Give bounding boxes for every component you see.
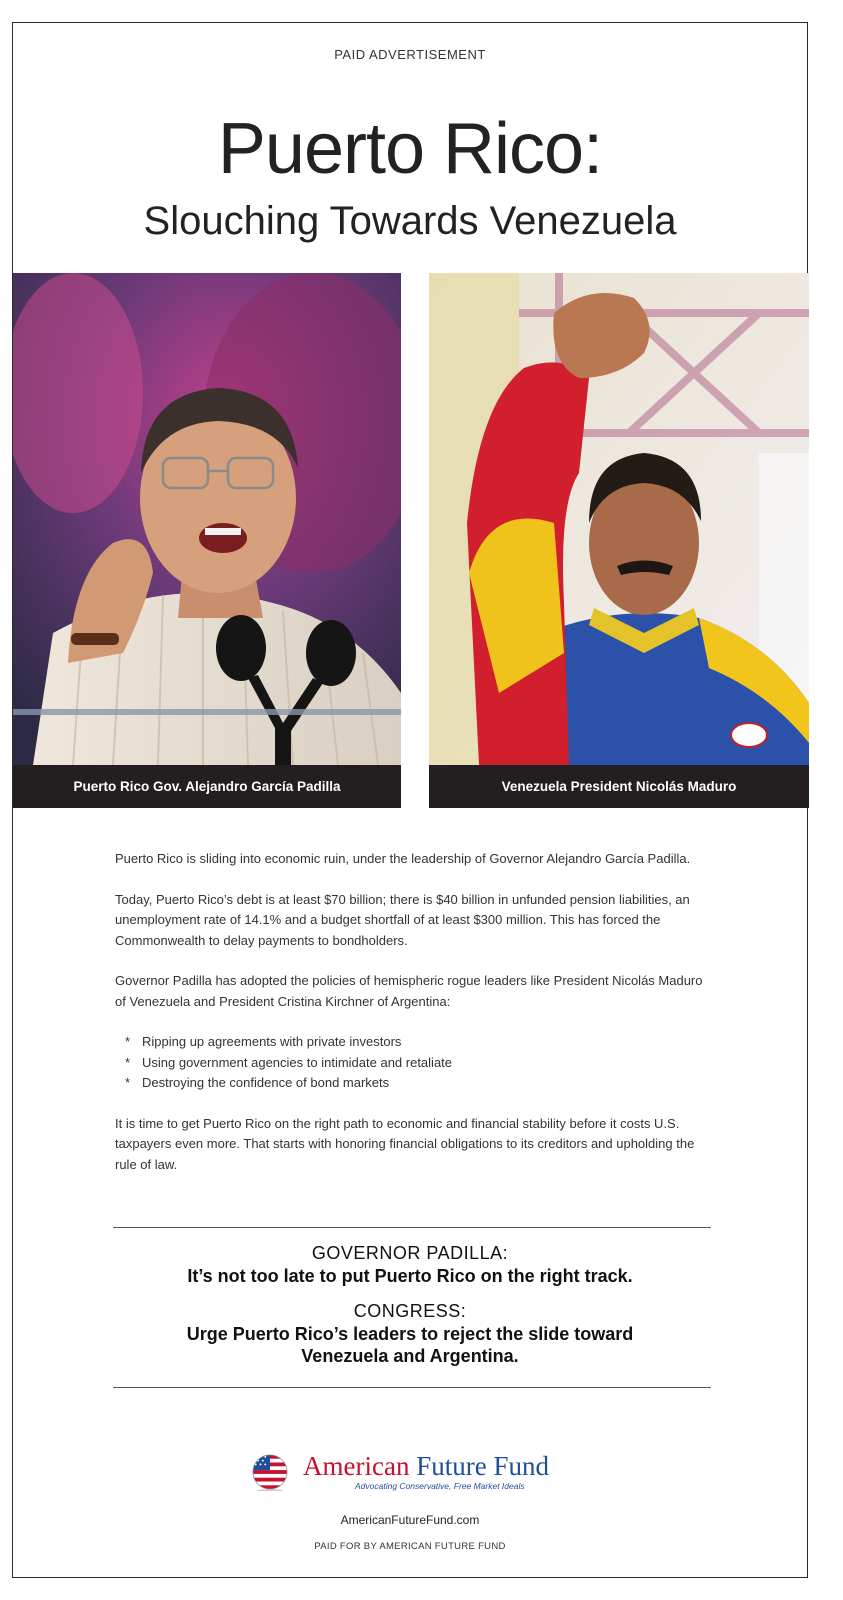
logo-name-red: American — [303, 1451, 410, 1481]
paid-for-by-disclaimer: PAID FOR BY AMERICAN FUTURE FUND — [314, 1541, 506, 1552]
headline-subtitle: Slouching Towards Venezuela — [143, 199, 677, 243]
cta-governor-heading: GOVERNOR PADILLA: — [311, 1243, 509, 1263]
cta-congress-message-line1: Urge Puerto Rico’s leaders to reject the slide toward — [186, 1324, 634, 1344]
headline-title: Puerto Rico: — [217, 109, 603, 189]
body-paragraph: Governor Padilla has adopted the policies of hemispheric rogue leaders like President Nicolás Maduro of Venezuela and President Cristina Kirchner of Argentina: — [115, 973, 703, 1009]
bullet-item: * Destroying the confidence of bond markets — [125, 1073, 715, 1094]
american-future-fund-logo — [251, 1451, 571, 1499]
website-url: AmericanFutureFund.com — [340, 1513, 480, 1527]
policy-bullet-list — [115, 1032, 715, 1094]
cta-governor-message: It’s not too late to put Puerto Rico on the right track. — [187, 1266, 633, 1286]
bullet-item: * Ripping up agreements with private investors — [125, 1032, 715, 1053]
body-copy — [115, 849, 715, 1195]
photo-governor-padilla — [13, 273, 401, 765]
body-paragraph: It is time to get Puerto Rico on the right path to economic and financial stability before it costs U.S. taxpayers even more. That starts with honoring financial obligations to its creditors and upholding the rule of law. — [115, 1115, 695, 1172]
bullet-item: * Using government agencies to intimidate and retaliate — [125, 1053, 715, 1074]
body-paragraph: Puerto Rico is sliding into economic ruin, under the leadership of Governor Alejandro García Padilla. — [115, 851, 691, 866]
logo-name-blue: Future Fund — [416, 1451, 549, 1481]
photo-president-maduro — [429, 273, 809, 765]
body-paragraph: Today, Puerto Rico’s debt is at least $70 billion; there is $40 billion in unfunded pension liabilities, an unemployment rate of 14.1% and a budget shortfall of at least $300 million. This has forced the Commonwealth to delay payments to bondholders. — [115, 891, 690, 948]
american-flag-globe-icon — [251, 1453, 289, 1491]
advertisement-page — [12, 22, 808, 1578]
cta-congress-message-line2: Venezuela and Argentina. — [301, 1346, 519, 1366]
cta-congress-heading: CONGRESS: — [353, 1301, 467, 1321]
paid-advertisement-label: PAID ADVERTISEMENT — [334, 47, 486, 62]
logo-tagline: Advocating Conservative, Free Market Ideals — [355, 1481, 525, 1491]
divider-top — [113, 1227, 711, 1228]
divider-bottom — [113, 1387, 711, 1388]
caption-governor-padilla: Puerto Rico Gov. Alejandro García Padilla — [13, 765, 401, 808]
caption-president-maduro: Venezuela President Nicolás Maduro — [429, 765, 809, 808]
logo-wordmark — [303, 1451, 549, 1481]
